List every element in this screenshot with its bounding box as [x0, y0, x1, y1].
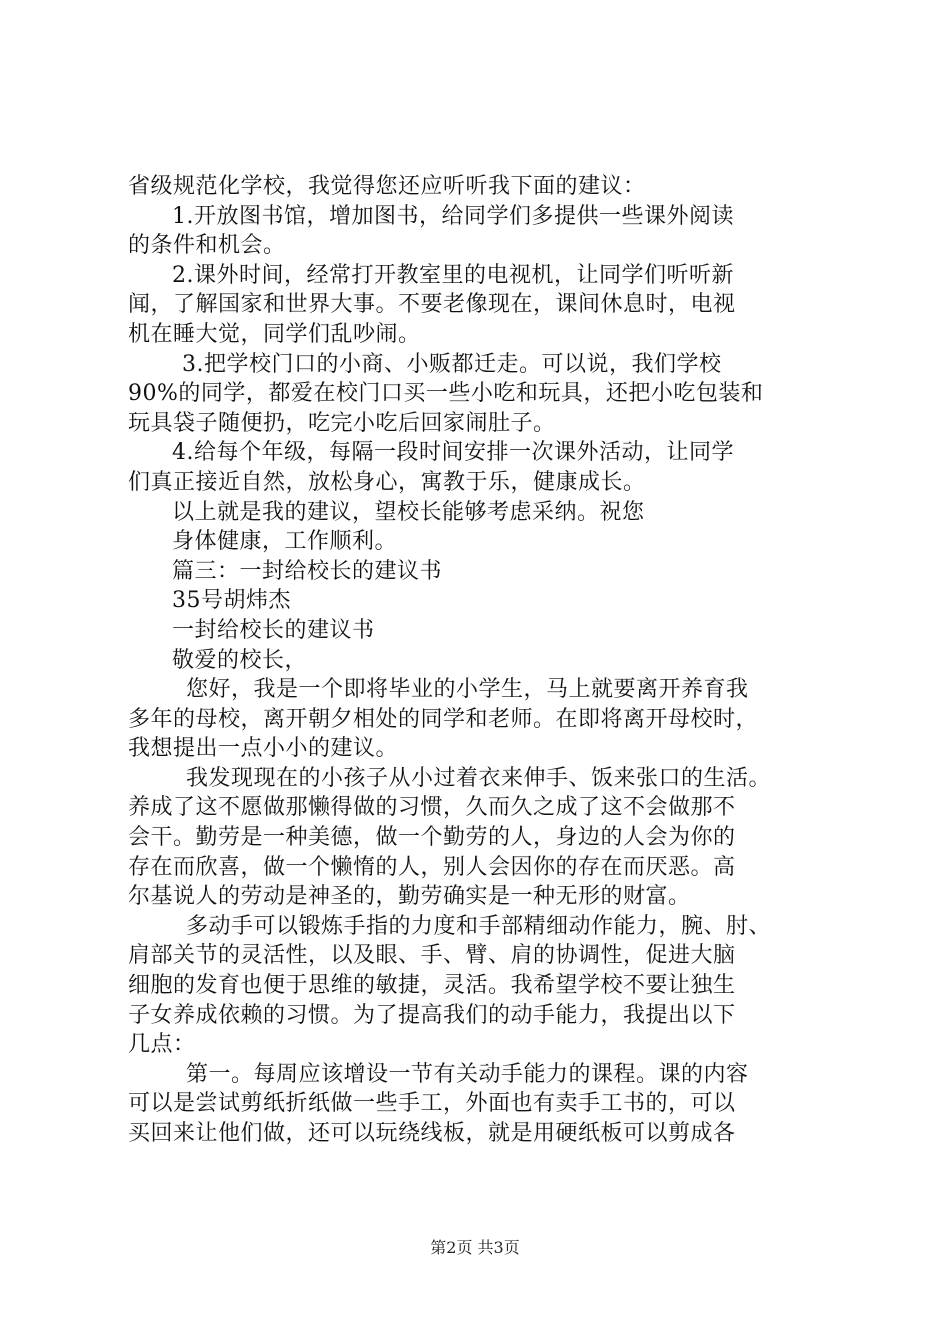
text-line: 养成了这不愿做那懒得做的习惯，久而久之成了这不会做那不 — [128, 795, 736, 821]
text-line: 肩部关节的灵活性，以及眼、手、臂、肩的协调性，促进大脑 — [128, 943, 736, 969]
text-line: 机在睡大觉，同学们乱吵闹。 — [128, 321, 421, 347]
text-line: 35号胡炜杰 — [172, 588, 291, 614]
text-line: 多年的母校，离开朝夕相处的同学和老师。在即将离开母校时， — [128, 706, 759, 732]
text-line: 2.课外时间，经常打开教室里的电视机，让同学们听听新 — [172, 262, 734, 288]
document-body — [128, 172, 828, 1149]
text-line: 我想提出一点小小的建议。 — [128, 736, 399, 762]
text-line: 几点： — [128, 1032, 196, 1058]
page-footer: 第2页 共3页 — [430, 1238, 520, 1257]
text-line: 闻，了解国家和世界大事。不要老像现在，课间休息时，电视 — [128, 292, 736, 318]
text-line: 4.给每个年级，每隔一段时间安排一次课外活动，让同学 — [172, 440, 734, 466]
text-line: 玩具袋子随便扔，吃完小吃后回家闹肚子。 — [128, 410, 556, 436]
text-line: 我发现现在的小孩子从小过着衣来伸手、饭来张口的生活。 — [186, 765, 772, 791]
text-line: 们真正接近自然，放松身心，寓教于乐，健康成长。 — [128, 469, 646, 495]
text-line: 存在而欣喜，做一个懒惰的人，别人会因你的存在而厌恶。高 — [128, 854, 736, 880]
text-line: 1.开放图书馆，增加图书，给同学们多提供一些课外阅读 — [172, 203, 734, 229]
text-line: 的条件和机会。 — [128, 233, 286, 259]
text-line: 90%的同学，都爱在校门口买一些小吃和玩具，还把小吃包装和 — [128, 381, 764, 407]
text-line: 以上就是我的建议，望校长能够考虑采纳。祝您 — [172, 499, 645, 525]
text-line: 身体健康，工作顺利。 — [172, 529, 398, 555]
text-line: 一封给校长的建议书 — [172, 617, 375, 643]
text-line: 尔基说人的劳动是神圣的，勤劳确实是一种无形的财富。 — [128, 884, 691, 910]
text-line: 细胞的发育也便于思维的敏捷，灵活。我希望学校不要让独生 — [128, 973, 736, 999]
text-line: 篇三：一封给校长的建议书 — [172, 558, 443, 584]
text-line: 您好，我是一个即将毕业的小学生，马上就要离开养育我 — [186, 677, 749, 703]
text-line: 多动手可以锻炼手指的力度和手部精细动作能力，腕、肘、 — [186, 913, 772, 939]
text-line: 会干。勤劳是一种美德，做一个勤劳的人，身边的人会为你的 — [128, 825, 736, 851]
text-line: 3.把学校门口的小商、小贩都迁走。可以说，我们学校 — [182, 351, 722, 377]
text-line: 省级规范化学校，我觉得您还应听听我下面的建议： — [128, 174, 646, 199]
text-line: 可以是尝试剪纸折纸做一些手工，外面也有卖手工书的，可以 — [128, 1091, 736, 1117]
text-line: 买回来让他们做，还可以玩绕线板，就是用硬纸板可以剪成各 — [128, 1121, 736, 1146]
text-line: 敬爱的校长， — [172, 647, 308, 673]
text-line: 子女养成依赖的习惯。为了提高我们的动手能力，我提出以下 — [128, 1002, 736, 1028]
text-line: 第一。每周应该增设一节有关动手能力的课程。课的内容 — [186, 1061, 749, 1087]
